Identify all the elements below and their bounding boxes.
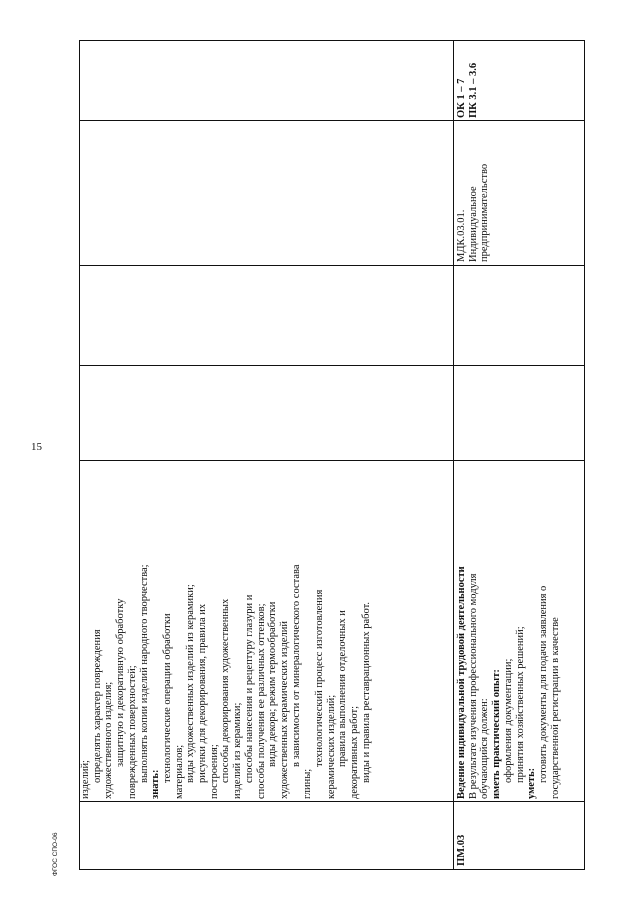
content-line: художественных керамических изделий xyxy=(278,621,290,799)
footer-stamp: ФГОС СПО-06 xyxy=(52,832,59,876)
content-line: поврежденных поверхностей; xyxy=(126,665,138,799)
content-line: виды художественных изделий из керамики; xyxy=(185,584,197,783)
content-line: способы декорирования художественных xyxy=(220,598,232,783)
content-line: В результате изучения профессионального модуля xyxy=(467,573,479,799)
col-divider xyxy=(79,460,585,461)
content-line: керамических изделий; xyxy=(325,694,337,799)
mdk-cell xyxy=(456,124,491,262)
row2-content xyxy=(456,463,561,799)
content-line: материалов; xyxy=(173,744,185,799)
table-border-bottom xyxy=(584,40,585,870)
content-line: государственной регистрации в качестве xyxy=(549,617,561,799)
competency-ok: ОК 1 – 7 xyxy=(456,78,467,118)
table-border-right xyxy=(79,40,585,41)
competency-pk: ПК 3.1 – 3.6 xyxy=(467,62,479,118)
content-line: оформления документации; xyxy=(502,658,514,783)
content-line: рисунки для декорирования, правила их xyxy=(197,603,209,783)
content-line: виды декора; режим термообработки xyxy=(267,601,279,767)
content-line: изделий; xyxy=(80,760,91,799)
content-line: виды и правила реставрационных работ. xyxy=(360,602,372,783)
col-divider xyxy=(79,265,585,266)
col-divider xyxy=(79,120,585,121)
module-code: ПМ.03 xyxy=(456,834,467,866)
content-line: выполнять копии изделий народного творчества; xyxy=(138,564,150,783)
page-number: 15 xyxy=(31,441,42,453)
content-line: уметь: xyxy=(526,767,538,799)
col-divider xyxy=(79,801,585,802)
content-line: глины; xyxy=(302,768,314,799)
row-divider xyxy=(453,40,454,870)
content-line: иметь практический опыт: xyxy=(491,669,503,799)
content-line: декоративных работ; xyxy=(349,705,361,799)
content-line: в зависимости от минералогического состава xyxy=(290,564,302,767)
content-line: технологический процесс изготовления xyxy=(314,589,326,767)
mdk-title-line: Индивидуальное xyxy=(467,186,479,262)
content-line: принятия хозяйственных решений; xyxy=(514,626,526,783)
content-line: способы нанесения и рецептуру глазури и xyxy=(243,594,255,783)
content-line: определять характер повреждения xyxy=(91,629,103,783)
table-border-left xyxy=(79,869,585,870)
col-divider xyxy=(79,365,585,366)
content-line: правила выполнения отделочных и xyxy=(337,610,349,767)
row1-content xyxy=(80,463,373,799)
content-line: готовить документы для подачи заявления о xyxy=(537,585,549,783)
content-line: знать: xyxy=(150,769,162,799)
mdk-code: МДК.03.01. xyxy=(456,209,467,262)
content-line: построения; xyxy=(208,744,220,799)
rotated-table xyxy=(79,40,585,870)
content-line: обучающийся должен: xyxy=(479,698,491,799)
content-line: художественного изделия; xyxy=(103,681,115,799)
content-line: изделий из керамики; xyxy=(232,702,244,799)
content-line: технологические операции обработки xyxy=(161,613,173,783)
mdk-title-line: предпринимательство xyxy=(479,163,491,262)
competencies-cell xyxy=(456,43,479,118)
content-line: Ведение индивидуальной трудовой деятельности xyxy=(456,566,467,799)
content-line: способы получения ее различных оттенков; xyxy=(255,603,267,799)
content-line: защитную и декоративную обработку xyxy=(115,598,127,767)
